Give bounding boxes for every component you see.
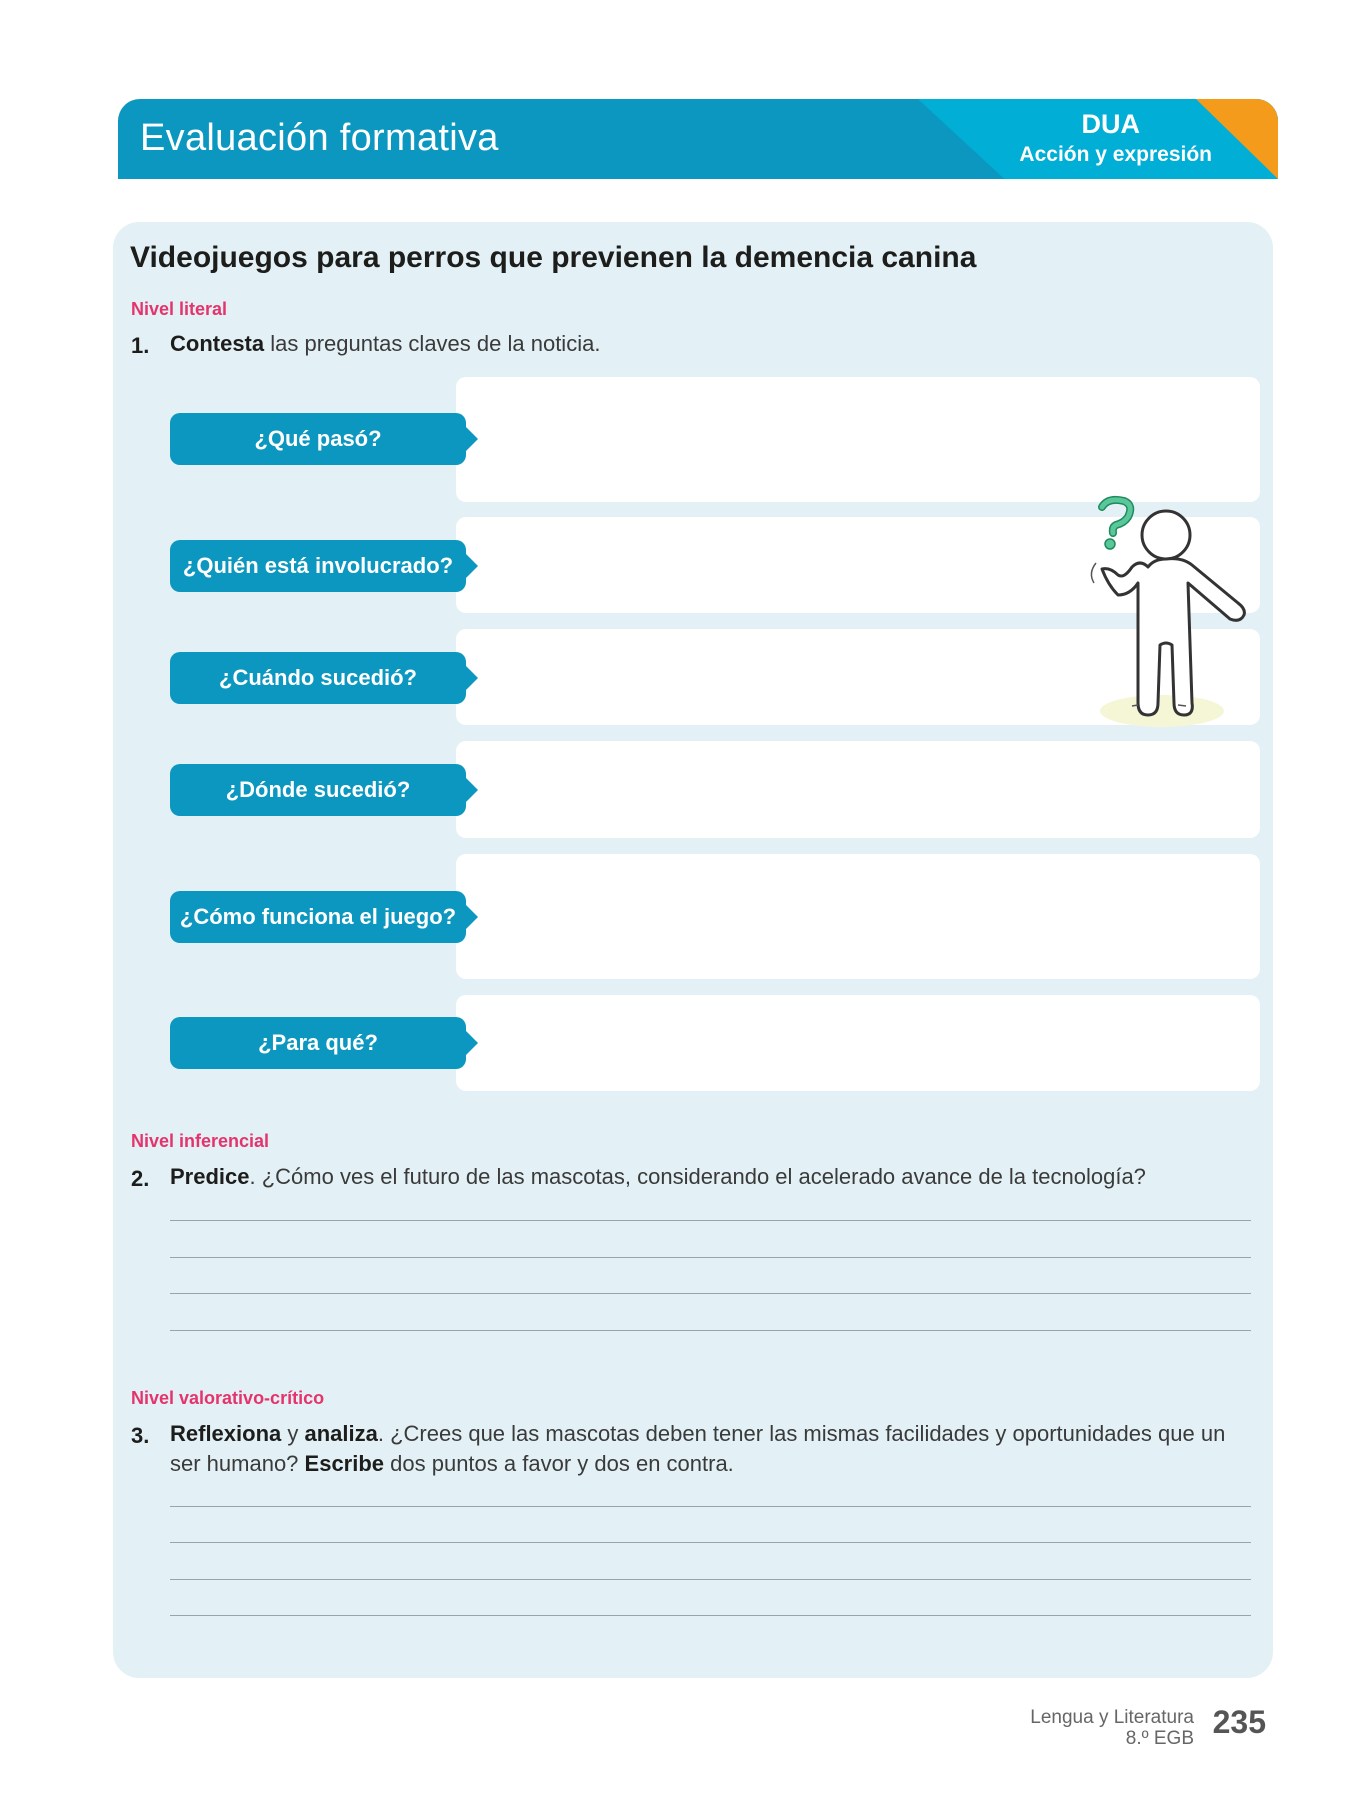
answer-line[interactable] (170, 1293, 1251, 1294)
answer-box-que-paso[interactable] (456, 377, 1260, 502)
question-pill-donde: ¿Dónde sucedió? (170, 764, 466, 816)
question-2-text (170, 1162, 1270, 1192)
page-title: Videojuegos para perros que previenen la demencia canina (130, 241, 977, 274)
answer-box-donde[interactable] (456, 741, 1260, 838)
answer-line[interactable] (170, 1542, 1251, 1543)
question-pill-cuando: ¿Cuándo sucedió? (170, 652, 466, 704)
question-3-text (170, 1419, 1260, 1479)
answer-line[interactable] (170, 1615, 1251, 1616)
question-3-verb-escribe: Escribe (304, 1451, 385, 1476)
header-title: Evaluación formativa (140, 117, 499, 159)
dua-subtitle: Acción y expresión (1019, 143, 1212, 166)
figure-head (1142, 511, 1190, 559)
footer-subject: Lengua y Literatura (1030, 1707, 1194, 1728)
level-valorativo-label: Nivel valorativo-crítico (131, 1388, 325, 1408)
question-2-number: 2. (131, 1166, 150, 1191)
question-mark-icon (1102, 500, 1130, 549)
answer-box-para-que[interactable] (456, 995, 1260, 1091)
question-2-rest: . ¿Cómo ves el futuro de las mascotas, considerando el acelerado avance de la tecnología? (249, 1164, 1146, 1189)
question-pill-quien: ¿Quién está involucrado? (170, 540, 466, 592)
page-number: 235 (1212, 1704, 1266, 1740)
question-2-verb: Predice (170, 1164, 250, 1189)
question-3-verb-analiza: analiza (304, 1421, 378, 1446)
answer-box-como[interactable] (456, 854, 1260, 979)
question-pill-que-paso: ¿Qué pasó? (170, 413, 466, 465)
question-1-verb: Contesta (170, 331, 265, 356)
question-3-verb-reflexiona: Reflexiona (170, 1421, 282, 1446)
answer-line[interactable] (170, 1579, 1251, 1580)
answer-line[interactable] (170, 1506, 1251, 1507)
level-literal-label: Nivel literal (131, 299, 228, 319)
question-pill-para-que: ¿Para qué? (170, 1017, 466, 1069)
question-3-instruction: dos puntos a favor y dos en contra. (384, 1451, 734, 1476)
question-1-number: 1. (131, 333, 150, 358)
motion-lines (1091, 563, 1096, 583)
floor-shadow (1100, 695, 1224, 727)
question-1-text (170, 329, 1270, 359)
answer-line[interactable] (170, 1330, 1251, 1331)
question-3-connector: y (281, 1421, 305, 1446)
question-pill-como: ¿Cómo funciona el juego? (170, 891, 466, 943)
level-inferencial-label: Nivel inferencial (131, 1131, 270, 1151)
answer-line[interactable] (170, 1220, 1251, 1221)
question-3-question: . ¿Crees que las mascotas deben tener las mismas facilidades y oportunidades que un ser humano? (170, 1421, 1226, 1476)
figure-body (1102, 559, 1244, 715)
answer-line[interactable] (170, 1257, 1251, 1258)
question-1-rest: las preguntas claves de la noticia. (264, 331, 601, 356)
dua-label: DUA (1081, 109, 1140, 139)
footer-grade: 8.º EGB (1125, 1728, 1194, 1749)
question-3-number: 3. (131, 1423, 150, 1448)
thinking-person-illustration (1080, 495, 1270, 735)
page-header (118, 99, 1278, 179)
